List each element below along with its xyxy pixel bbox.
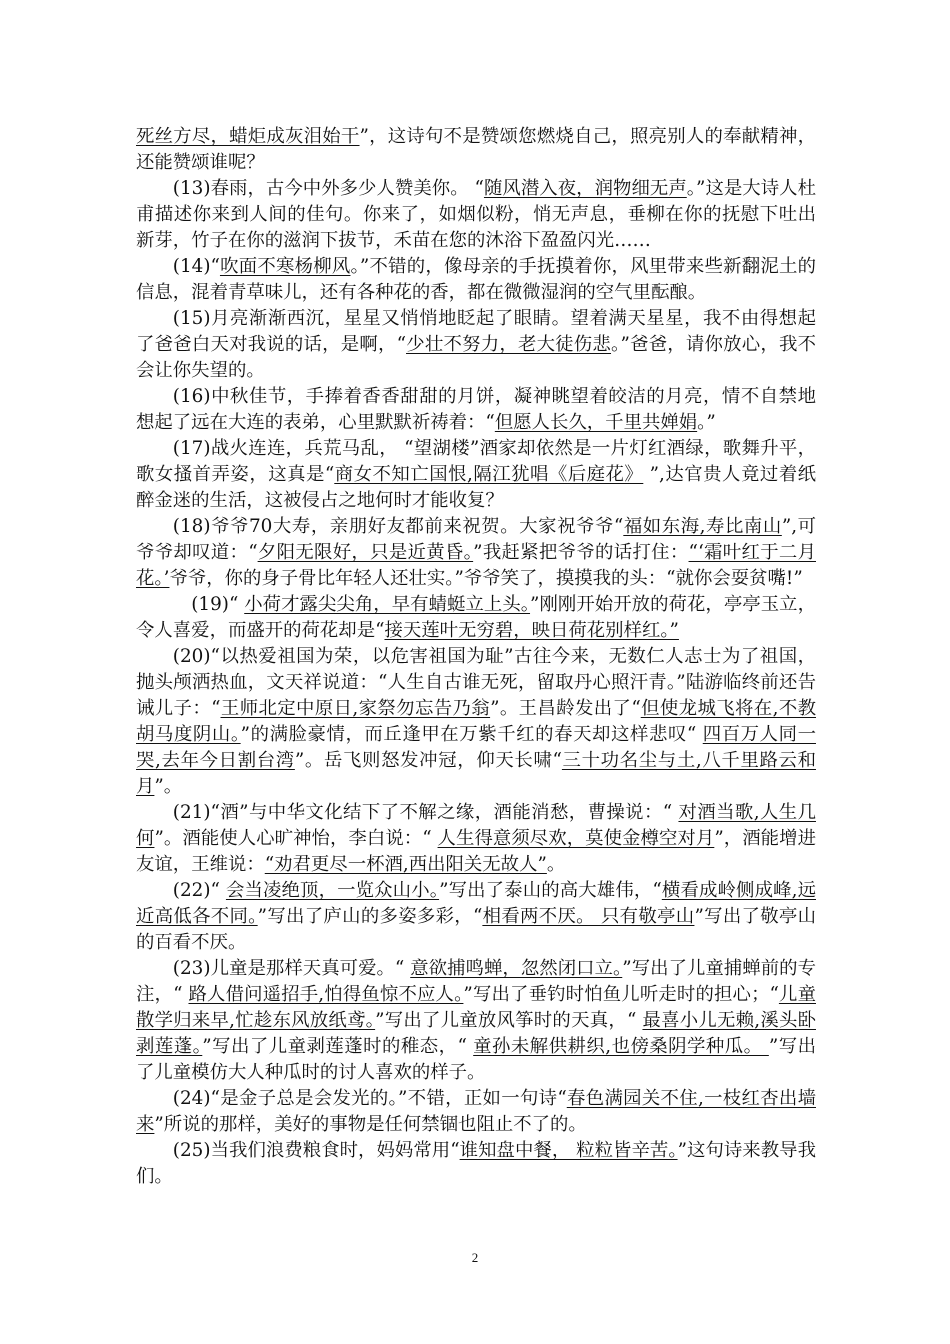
paragraph-19: (19)“ 小荷才露尖尖角，早有蜻蜓立上头。”刚刚开始开放的荷花，亭亭玉立，令人喜爱，而盛开的荷花却是“接天莲叶无穷碧，映日荷花别样红。” — [136, 594, 816, 641]
document-body — [136, 124, 816, 1190]
paragraph-14: (14)“吹面不寒杨柳风。”不错的，像母亲的手抚摸着你，风里带来些新翻泥土的信息，混着青草味儿，还有各种花的香，都在微微湿润的空气里酝酿。 — [136, 256, 816, 303]
paragraph-13: (13)春雨，古今中外多少人赞美你。 “随风潜入夜，润物细无声。”这是大诗人杜甫描述你来到人间的佳句。你来了，如烟似粉，悄无声息，垂柳在你的抚慰下吐出新芽，竹子在你的滋润下拔节，禾苗在您的沐浴下盈盈闪光…… — [136, 178, 816, 251]
paragraph-25: (25)当我们浪费粮食时，妈妈常用“谁知盘中餐， 粒粒皆辛苦。”这句诗来教导我们。 — [136, 1140, 816, 1187]
paragraph-21: (21)“酒”与中华文化结下了不解之缘，酒能消愁，曹操说：“ 对酒当歌,人生几何”。酒能使人心旷神怡，李白说：“ 人生得意须尽欢，莫使金樽空对月”，酒能增进友谊，王维说：“劝君更尽一杯酒,西出阳关无故人”。 — [136, 802, 816, 875]
page-number: 2 — [471, 1250, 479, 1265]
paragraph-12-cont: 死丝方尽，蜡炬成灰泪始干”，这诗句不是赞颂您燃烧自己，照亮别人的奉献精神，还能赞颂谁呢？ — [136, 126, 816, 173]
paragraph-16: (16)中秋佳节，手捧着香香甜甜的月饼，凝神眺望着皎洁的月亮，情不自禁地想起了远在大连的表弟，心里默默祈祷着：“但愿人长久，千里共婵娟。” — [136, 386, 816, 433]
paragraph-18: (18)爷爷70大寿，亲朋好友都前来祝贺。大家祝爷爷“福如东海,寿比南山”,可爷爷却叹道：“夕阳无限好，只是近黄昏。”我赶紧把爷爷的话打住：“‘霜叶红于二月花。’爷爷，你的身子骨比年轻人还壮实。”爷爷笑了，摸摸我的头：“就你会耍贫嘴!” — [136, 516, 817, 589]
paragraph-20: (20)“以热爱祖国为荣，以危害祖国为耻”古往今来，无数仁人志士为了祖国，抛头颅洒热血，文天祥说道：“人生自古谁无死，留取丹心照汗青。”陆游临终前还告诫儿子：“王师北定中原日,家祭勿忘告乃翁”。王昌龄发出了“但使龙城飞将在,不教胡马度阴山。”的满脸豪情，而丘逢甲在万紫千红的春天却这样悲叹“ 四百万人同一哭,去年今日割台湾”。岳飞则怒发冲冠，仰天长啸“三十功名尘与土,八千里路云和月”。 — [136, 646, 816, 797]
paragraph-17: (17)战火连连，兵荒马乱， “望湖楼”酒家却依然是一片灯红酒绿，歌舞升平，歌女搔首弄姿，这真是“商女不知亡国恨,隔江犹唱《后庭花》 ”,达官贵人竟过着纸醉金迷的生活，这被侵占之地何时才能收复？ — [136, 438, 816, 511]
paragraph-23: (23)儿童是那样天真可爱。“ 意欲捕鸣蝉，忽然闭口立。”写出了儿童捕蝉前的专注，“ 路人借问遥招手,怕得鱼惊不应人。”写出了垂钓时怕鱼儿听走时的担心；“儿童散学归来早,忙趁东风放纸鸢。”写出了儿童放风筝时的天真，“ 最喜小儿无赖,溪头卧剥莲蓬。”写出了儿童剥莲蓬时的稚态，“ 童孙未解供耕织,也傍桑阴学种瓜。 ”写出了儿童模仿大人种瓜时的讨人喜欢的样子。 — [136, 958, 816, 1083]
paragraph-15: (15)月亮渐渐西沉，星星又悄悄地眨起了眼睛。望着满天星星，我不由得想起了爸爸白天对我说的话，是啊，“少壮不努力，老大徒伤悲。”爸爸，请你放心，我不会让你失望的。 — [136, 308, 817, 381]
paragraph-22: (22)“ 会当凌绝顶，一览众山小。”写出了泰山的高大雄伟，“横看成岭侧成峰,远近高低各不同。”写出了庐山的多姿多彩，“相看两不厌。 只有敬亭山”写出了敬亭山的百看不厌。 — [136, 880, 816, 953]
paragraph-24: (24)“是金子总是会发光的。”不错，正如一句诗“春色满园关不住,一枝红杏出墙来”所说的那样，美好的事物是任何禁锢也阻止不了的。 — [136, 1088, 816, 1135]
